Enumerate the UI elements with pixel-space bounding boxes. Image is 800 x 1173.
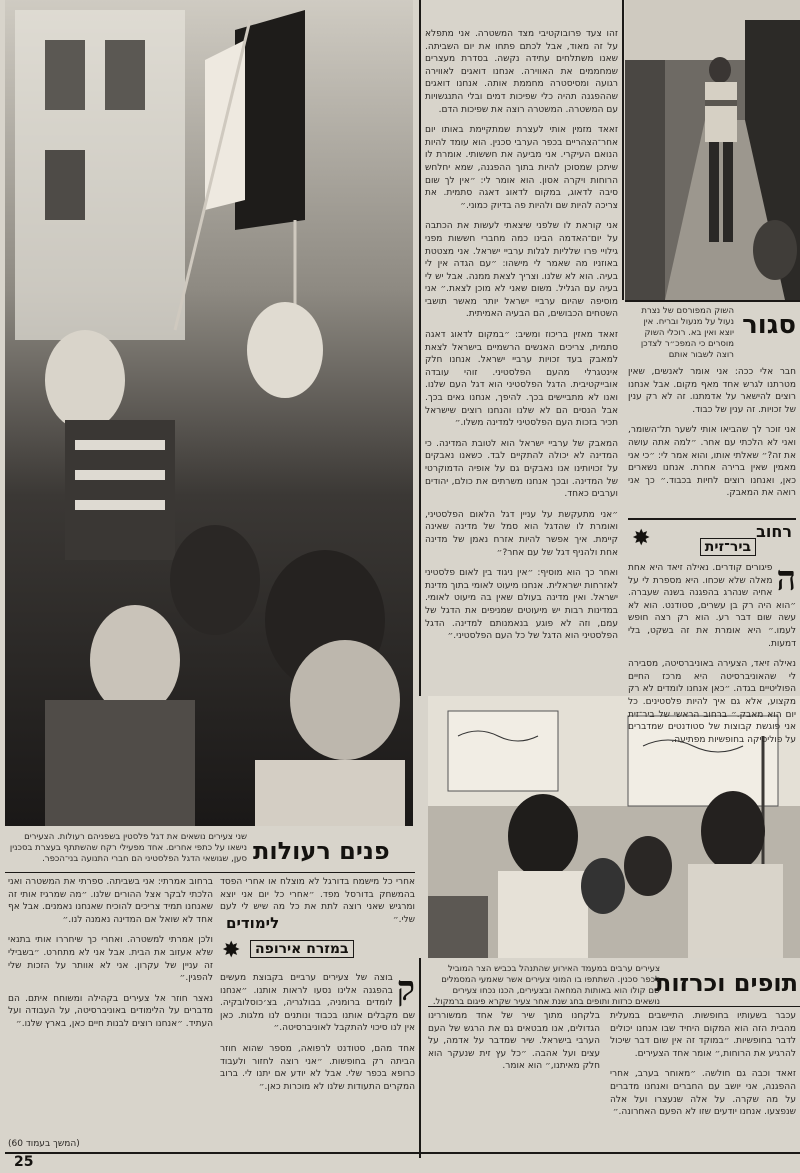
paragraph: אחד מהם, סטודנט לרפואה, מספר שהוא חוזר הביתה רק בחופשות. ״אני רוצה לחזור ולעבוד כרופא בכפר שלי. אבל לא יודע אם יתנו לי. ברוב המקרים התעודות שלנו לא מוכרות כאן.״ — [220, 1043, 415, 1092]
birzeit-heading — [628, 518, 796, 560]
study-dropcap: ק — [396, 969, 415, 1009]
page-number: 25 — [14, 1154, 34, 1170]
paragraph: ברחוב אמרתי: אני בשביתה. ספרתי את המשטרה ואני הלכתי לבקר אצל ההורים שלנו. ״מה שמרגיז אותי זה שאנחנו תמיד צריכים להוכיח שאנחנו נאמנים. אבל אף אחד לא שואל אם המדינה נאמנה לנו.״ — [8, 877, 213, 925]
paragraph: זאאד מזמין אותי לעצרת שמתקיימת באותו יום אחר־הצהריים בכפר הערבי סכנין. הוא עומד להיות הנואם העיקרי. אני מביעה את חששותי. אומרת לו שיתכן שמסוכן להיות בתוך ההפגנה, שמא יחלחש הרוחות ויקרה אסון. הוא אומר לי: ״אין לך שום סיבה לדאוג, במקום לדאוג דאגה סתמית. את צריכה להיות שם ולהיות פה בדיוק כמוני.״ — [425, 125, 618, 211]
paragraph: בלקחנו מתוך שיר של אחד ממשוררינו הגדולים, אנו מבטאים גם את הרגש של העם הערבי בישראל. שיר שמדבר על אדמה, על עצים ועל אהבה. ״כל עץ זית שנעקר הוא חלק מאיתנו,״ הוא אומר. — [428, 1011, 600, 1072]
paragraph: חבר אלי ככה: אני אומר לאנשים, שאין מטרתנו לגרש אחד מאף מקום. אבל אנחנו רוצים להישאר על אדמתנו. זה לא רק ענין של זכויות. זה ענין של כבוד. — [628, 367, 796, 415]
paragraph: נאצר חוזר אל צעירים בקהילה ומשוחח איתם. הם מדברים על הלימודים באוניברסיטה, על העבודה ועל העתיד. ״אנחנו רוצים לבנות חיים כאן, בארץ שלנו.״ — [8, 993, 213, 1029]
closed-caption: השוק המפורסם של נצרת נעול על מנעול ובריח. אין יוצא ואין בא. רוכלי השוק מוסרים כי המפכ״ר לצדכן רוצה לשבור אותם — [640, 306, 734, 360]
center-column-text — [425, 28, 618, 693]
right-column-text — [628, 366, 796, 516]
closed-title: סגור — [742, 310, 796, 340]
demonstration-photo-art — [5, 0, 413, 826]
paragraph: בוצה של צעירים ערביים בקבוצת מעשים בהפגנה אלינו נסעו לראות אותנו. ״אנחנו לומדים ברומניה, בבולגריה, בצ׳כוסלובקיה. שם מקבלים אותנו בכבוד ונותנים לנו מלגות. כאן אין לנו סיכוי להתקבל לאוניברסיטה.״ — [220, 973, 415, 1034]
paragraph: עכבר בשעותיו בחופשות. התיישבים במעלית מהבית הזה הוא המקום היחיד שבו אנחנו יכולים לדבר בחופשיות. ״במוקד זה אין שום דבר שיכול להרגיע את הרוחות,״ אומר אחד הצעירים. — [610, 1011, 796, 1059]
closed-box — [625, 300, 800, 360]
drums-banners-title: תופים וכרזות — [654, 969, 798, 997]
star-icon: ✸ — [632, 526, 651, 551]
star-icon: ✸ — [222, 938, 241, 963]
column-rule-right-top — [622, 0, 624, 300]
street-photo-art — [625, 0, 800, 300]
column-rule-center-top — [419, 0, 421, 696]
birzeit-title: ביר־זית — [700, 538, 756, 556]
paragraph: המאבק של ערביי ישראל הוא לטובת המדינה. כי המדינה לא יכולה להתקיים לבד. כשאנו נאבקים על זכויותינו אנו נאבקים גם על אופיה הדמוקרטי של המדינה. ובכך אנחנו משרתים את כולם, יהודים וערבים כאחד. — [425, 438, 618, 500]
demonstration-photo — [5, 0, 413, 826]
veiled-faces-box — [5, 830, 415, 873]
veiled-faces-caption: שני צעירים נושאים את דגל פלסטין בשפניהם רעולות. הצעירים נישאו על כתפי אחרים. אחד מפעילי רקח שהשתתף בעצרת בסכנין סען, שגושאי הדגל הפלסטיני הם חברי התנועה בני־הכפר. — [9, 832, 247, 864]
drums-banners-caption: צעירים ערבים במעמד האירוע שהתנהל בכביש הצר המוביל לכפר סכנין. השתתפו בו המוני צעירים אשר שאמעי המסמלים שם קולו הוא באותות המחאה ובצעירים, הכנו נכחו צעירים נושאים כרזות ותופים בחג שנת אחר צעיר שקרא פיגום ברמקול. — [432, 964, 660, 1007]
street-photo — [625, 0, 800, 300]
study-kicker: לימודים — [226, 914, 280, 932]
bottom-far-right-text — [610, 1010, 796, 1150]
paragraph: זאאד וכבה גם חולשה. ״מאוחר בערב, אחרי ההפגנה, אני יושב עם החברים ואנחנו מדברים על מה שקרה. על אלה שנעצרו ועל אלה שנפצעו. אנחנו יודעים שזו לא הפעם האחרונה.״ — [610, 1069, 796, 1118]
paragraph: זאאד מאזין בריכוז ומשיב: ״במקום לדאוג דאגה סתמית, צריכים האנשים הרשמיים בישראל לצאת למאבק בעד זכויות ערביי ישראל. אנחנו חלק אינטגרלי מהעם הפלסטיני. זוהי עובדה אובייקטיבית. הדגל הפלסטיני הוא דגל העם שלנו. ואנו לא מתביישים בכך. להיפך, אנחנו גאים בכך. אבל הנסים הם לא שלנו והנחנו רוצים שישראל תכיר בזכות העם הפלסטיני למדינה משלו.״ — [425, 330, 618, 429]
bottom-center-text — [428, 1010, 600, 1150]
birzeit-kicker: רחוב — [756, 522, 792, 541]
paragraph: זהו צעד פרובוקטיבי מצד המשטרה. אני מתפלא על זה מאוד, אבל לכתם פתחו את יום השביתה. שאנו משתלחים עתידה נקשה. בסדרת מעצרים שמחממים את האווירה. אנחנו דואגים לאווירה רגועה ומסיסטרה מחממת אותה. אנחנו דואגים שההפגנה תהיה כלי שפיכות דמים ובלי התנגשויות עם המשטרה. המשטרה רוצה את שפיכות הדם. — [425, 29, 618, 115]
veiled-faces-title: פנים רעולות — [253, 837, 390, 865]
paragraph: אני זוכר לך שהביאו אותי לשער תל־השומר, ואני לא הלכתי עם אחר. ״למה אתה עושה את זה?״ שאלתי אותו, והוא אמר לי: ״כי אני מאמין שאין ברירה אחרת. אנחנו נשארים כאן, ואנחנו רוצים לחיות בכבוד.״ כך אני רואה את המאבק. — [628, 425, 796, 499]
bottom-horizontal-rule — [5, 1152, 800, 1154]
bottom-left-text — [8, 876, 213, 1136]
paragraph: ואחר כך הוא מוסיף: ״אין ניגוד בין לאום פלסטיני לאזרחות ישראלית. אנחנו מיעוט לאומי בתוך מדינת ישראל. ואין מדינה בעולם שאין בה מיעוט לאומי. במדינות רבות יש מיעוטים שמניפים את הדגל של עמם, וזה לא פוגע בנאמנותם למדינה. הדגל הפלסטיני הוא הדגל של כל העם הפלסטיני.״ — [425, 568, 618, 642]
paragraph: אני קוראת לו שלפני שיצאתי לעשות את הכתבה על יום־האדמה הבינו כמה מחברי חששות מפני גילויי פרו שלליות לגלות ערביי ישראל. אני מצטטת באוזניו מה שאמר לי מישהו: ״עם הגדה אין לי בעיה. הוא לא שלנו. וצריך לצאת ממנה. אבל יש לי בעיה עם הגליל. משום שאני לא מוכן לצאת.״ אני מוסיפה שהיום ערביי ישראל יותר מאשר תושבי השטחים הכבושים, הם הבעיה האמיתית. — [425, 221, 618, 320]
paragraph: פיגורים קודרים. נאילה זיאד היא אחת מאלה שלא שכחו. היא מספרת לי על אחיה שנהרג בהפגנה בשנה שעברה. ״הוא היה רק בן עשרים, סטודנט. הוא לא עשה שום דבר רע. הוא רק רצה חופש לעמו.״ היא אומרת את זה בשקט, בלי דמעות. — [628, 563, 796, 649]
birzeit-text — [628, 559, 796, 745]
drums-banners-box — [428, 962, 800, 1007]
continued-note: (המשך בעמוד 60) — [8, 1139, 80, 1149]
paragraph: אחרי כל מישמח בדורגל לא מוצלח או אחרי הפסד בהמשחק בדורסל מפד. ״אחרי כל יום אני יוצא ומרגיש שאני רוצה לתת את כל מה שיש לי לעם שלי.״ — [220, 877, 415, 925]
study-text — [220, 969, 415, 1148]
birzeit-dropcap: ה — [776, 559, 796, 599]
paragraph: נאילה זיאד, הצעירה באוניברסיטה, מסבירה לי שהאוניברסיטה היא מרכז החיים הפוליטיים בגדה. ״כאן אנחנו לומדים לא רק מקצוע, אלא גם איך להיות פלסטינים. כל יום הוא מאבק.״ ברחוב הראשי של ביר־זית אני פוגשת קבוצות של סטודנטים שמדברים על פוליטיקה בחופשיות מפתיעה. — [628, 659, 796, 745]
column-rule-bottom-split — [419, 958, 421, 1158]
paragraph: ולכן אמרתי למשטרה. ואחרי כך שיחררו אותי בתנאי שלא אעזוב את הבית. אבל אני לא מתחרט. ״בשבילי זה עניין של עקרון. אני לא אוותר על הזכות שלי להפגין.״ — [8, 935, 213, 984]
study-title: במזרח אירופה — [250, 940, 354, 958]
paragraph: ״אני מתעקשת על עניין דגל הלאום הפלסטיני, ואומרת לו שהדגל הוא סמל של מדינה שאינה קיימת. איך אפשר להיות אזרח נאמן של מדינה אחת ולהניף דגל של עם אחר?״ — [425, 509, 618, 558]
